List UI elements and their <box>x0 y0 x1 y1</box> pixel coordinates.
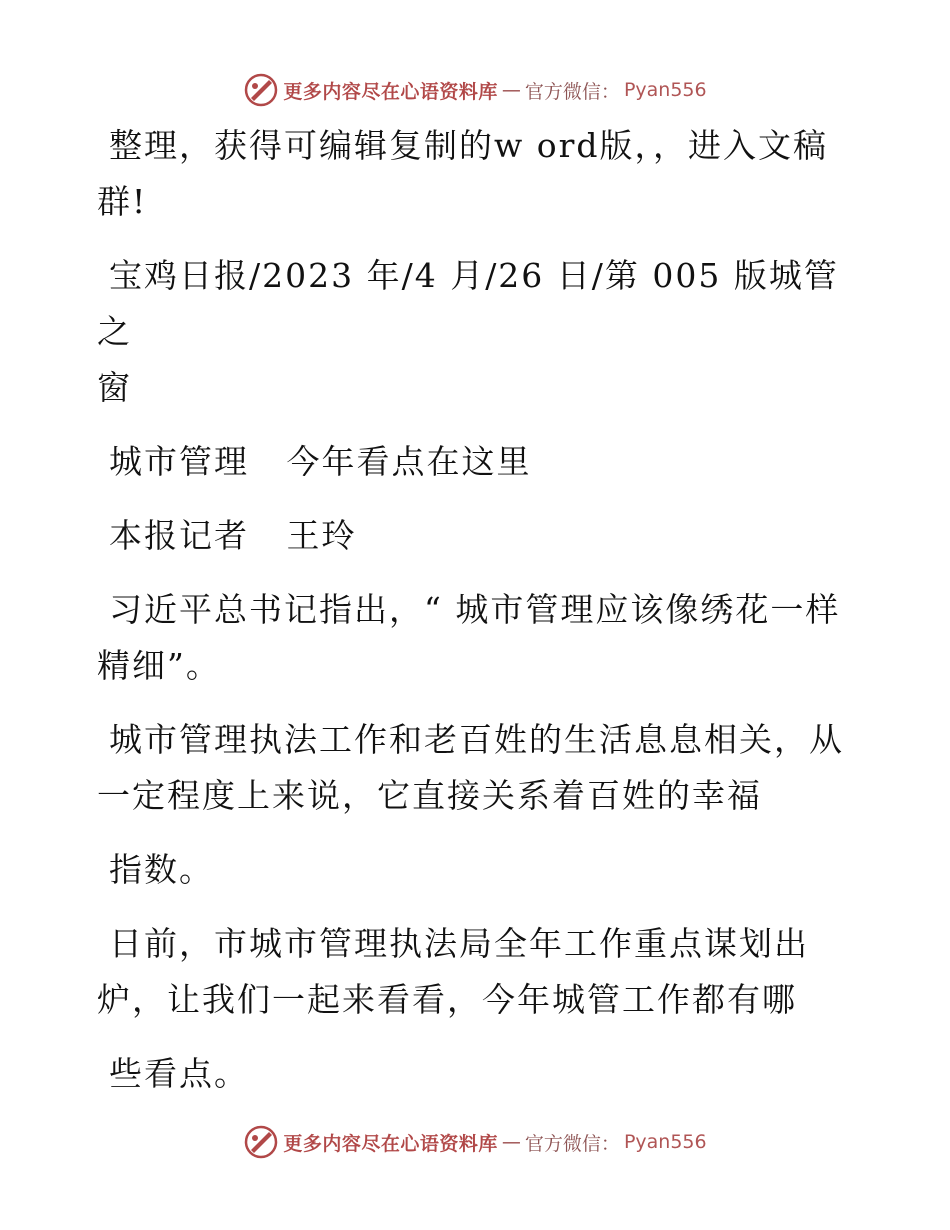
watermark-official-label: 官方微信： <box>524 1132 620 1155</box>
seal-icon <box>243 72 279 108</box>
watermark-wechat-id: Pyan556 <box>623 1131 707 1153</box>
watermark-dash: — <box>501 1131 521 1153</box>
paragraph-2-line-1: 宝鸡日报/2023 年/4 月/26 日/第 005 版城管之 <box>97 256 839 351</box>
paragraph-7-line-1: 指数。 <box>109 850 214 889</box>
paragraph-9 <box>97 1046 857 1102</box>
document-body <box>97 118 857 1120</box>
paragraph-1 <box>97 118 857 230</box>
paragraph-5-line-2: 精细”。 <box>97 646 221 685</box>
paragraph-1-line-2: 群! <box>97 182 148 221</box>
watermark-text: 更多内容尽在心语资料库 <box>283 1132 498 1155</box>
paragraph-9-line-1: 些看点。 <box>109 1054 249 1093</box>
article-title <box>97 434 857 490</box>
footer-watermark <box>0 1124 950 1160</box>
watermark-dash: — <box>501 79 521 101</box>
paragraph-6-line-1: 城市管理执法工作和老百姓的生活息息相关，从 <box>109 720 844 759</box>
watermark-text: 更多内容尽在心语资料库 <box>283 80 498 103</box>
paragraph-1-line-1: 整理，获得可编辑复制的w ord版，，进入文稿 <box>109 126 829 165</box>
paragraph-7 <box>97 842 857 898</box>
seal-icon <box>243 1124 279 1160</box>
paragraph-2 <box>97 248 857 416</box>
paragraph-8-line-2: 炉，让我们一起来看看，今年城管工作都有哪 <box>97 980 797 1019</box>
paragraph-8 <box>97 916 857 1028</box>
paragraph-5 <box>97 582 857 694</box>
paragraph-2-line-2: 窗 <box>97 368 132 407</box>
watermark-wechat-id: Pyan556 <box>623 79 707 101</box>
watermark-official-label: 官方微信： <box>524 80 620 103</box>
byline-text: 本报记者 王玲 <box>109 516 357 555</box>
byline <box>97 508 857 564</box>
paragraph-6-line-2: 一定程度上来说，它直接关系着百姓的幸福 <box>97 776 762 815</box>
article-title-text: 城市管理 今年看点在这里 <box>109 442 532 481</box>
paragraph-5-line-1: 习近平总书记指出，“ 城市管理应该像绣花一样 <box>109 590 841 629</box>
paragraph-8-line-1: 日前，市城市管理执法局全年工作重点谋划出 <box>109 924 809 963</box>
paragraph-6 <box>97 712 857 824</box>
header-watermark <box>0 72 950 108</box>
